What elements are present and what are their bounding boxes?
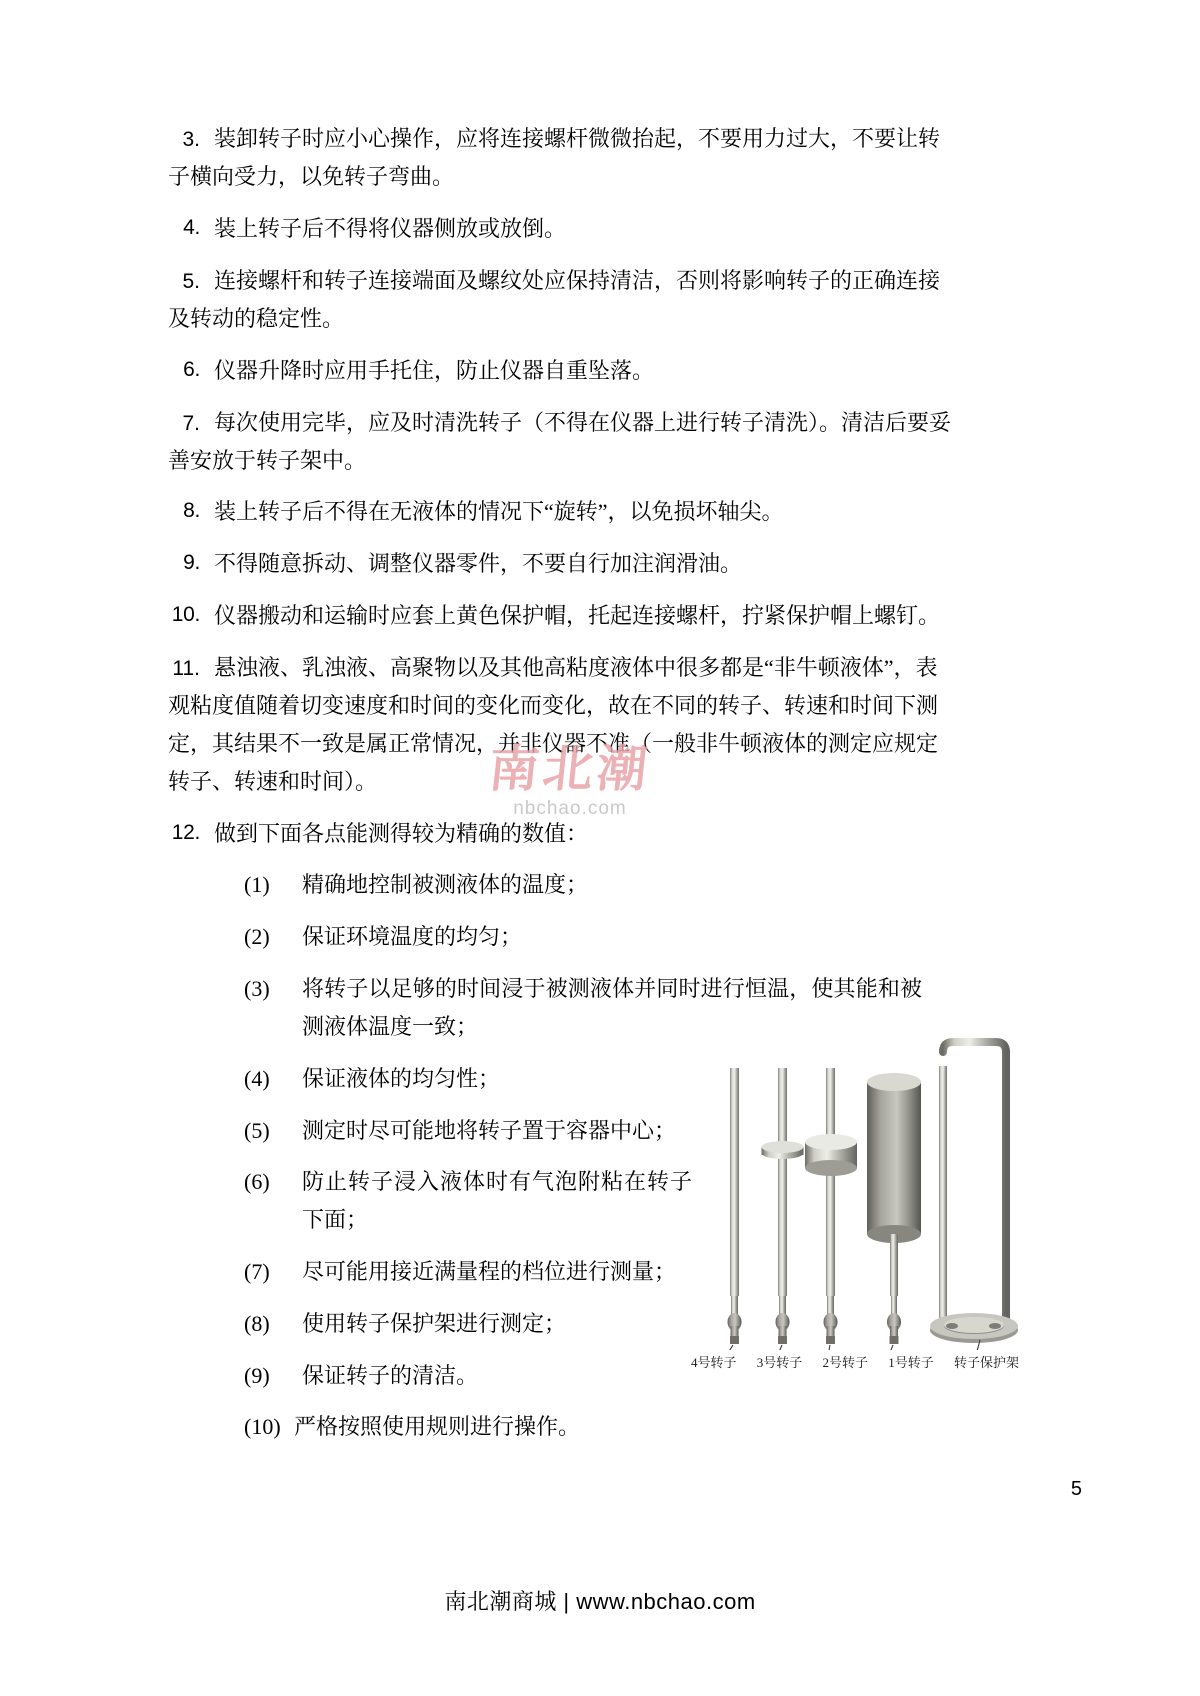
sub-list-item-number: (7) [244,1259,270,1284]
sub-list-item-number: (1) [244,872,270,898]
rotor-1 [867,1073,921,1344]
list-item [168,210,958,248]
sub-list-item-text: 将转子以足够的时间浸于被测液体并同时进行恒温，使其能和被测液体温度一致； [302,976,922,1039]
sub-list-item-text: 尽可能用接近满量程的档位进行测量； [302,1259,677,1284]
figure-label-rotor-2: 2号转子 [822,1355,868,1370]
list-item [168,120,958,196]
sub-list-item-number: (5) [244,1117,270,1143]
list-item-number: 3. [182,128,200,151]
sub-list-item-number: (6) [244,1169,270,1195]
sub-list-item-number: (2) [244,924,270,950]
list-item-number: 4. [183,215,200,239]
list-item-text: 悬浊液、乳浊液、高聚物以及其他高粘度液体中很多都是“非牛顿液体”，表观粘度值随着切变速度和时间的变化而变化，故在不同的转子、转速和时间下测定，其结果不一致是属正常情况，并非仪器不准（一般非牛顿液体的测定应规定转子、转速和时间）。 [168,654,939,794]
list-item-number: 10. [171,603,200,627]
list-item-text: 做到下面各点能测得较为精确的数值： [214,820,589,846]
page-number: 5 [1070,1478,1082,1500]
rotor-2 [805,1068,857,1344]
sub-list-item-text: 精确地控制被测液体的温度； [302,872,589,898]
sub-list-item-number: (4) [244,1065,270,1091]
list-item [168,815,958,853]
list-item-text: 仪器升降时应用手托住，防止仪器自重坠落。 [214,357,655,383]
sub-list-item-number: (3) [244,976,270,1002]
sub-list-item-text: 保证环境温度的均匀； [302,924,523,950]
list-item [168,404,958,480]
sub-list-item-number: (10) [244,1414,281,1440]
list-item-number: 8. [183,499,200,523]
page-footer: 南北潮商城 | www.nbchao.com [444,1589,756,1614]
figure-label-rotor-4: 4号转子 [691,1355,737,1370]
rotor-set-figure [690,1030,1020,1450]
list-item-number: 12. [171,820,200,844]
sub-list-item-text: 保证液体的均匀性； [302,1065,501,1091]
rotor-illustration [690,1030,1020,1350]
watermark-brand-text: 南北潮 [486,741,654,797]
list-item [168,262,958,338]
list-item [168,649,958,801]
sub-list-item-text: 测定时尽可能地将转子置于容器中心； [302,1117,677,1143]
list-item-text: 装上转子后不得在无液体的情况下“旋转”，以免损坏轴尖。 [214,499,784,525]
list-item [168,545,958,583]
sub-list-item-text: 使用转子保护架进行测定； [302,1310,567,1336]
list-item-number: 9. [183,551,200,575]
list-item-number: 7. [182,411,200,435]
list-item [168,493,958,531]
figure-label-rotor-3: 3号转子 [756,1355,803,1370]
caption-leader-lines [712,1340,980,1350]
rotor-4 [728,1068,742,1344]
sub-list-item [168,918,958,956]
figure-label-rotor-1: 1号转子 [888,1355,934,1370]
sub-list-item [168,866,958,904]
sub-list-item-text: 防止转子浸入液体时有气泡附粘在转子下面； [302,1169,692,1233]
list-item [168,597,958,635]
list-item-text: 每次使用完毕，应及时清洗转子（不得在仪器上进行转子清洗）。清洁后要妥善安放于转子架中。 [168,409,952,473]
rotor-3 [762,1068,804,1344]
figure-label-protection-frame: 转子保护架 [953,1355,1019,1370]
sub-list-item-text: 保证转子的清洁。 [302,1362,479,1388]
figure-caption [690,1352,1020,1371]
list-item-number: 6. [183,357,200,381]
list-item-text: 装卸转子时应小心操作，应将连接螺杆微微抬起，不要用力过大，不要让转子横向受力，以免转子弯曲。 [168,126,941,190]
list-item-text: 不得随意拆动、调整仪器零件，不要自行加注润滑油。 [214,551,743,577]
list-item-number: 11. [172,656,200,680]
list-item-text: 连接螺杆和转子连接端面及螺纹处应保持清洁，否则将影响转子的正确连接及转动的稳定性。 [168,267,941,331]
list-item-text: 装上转子后不得将仪器侧放或放倒。 [214,215,567,241]
sub-list-item-number: (8) [244,1310,270,1336]
watermark-url-text: nbchao.com [513,798,627,819]
list-item [168,352,958,390]
sub-list-item-number: (9) [244,1362,270,1388]
rotor-protection-frame [930,1042,1018,1343]
sub-list-item-text: 严格按照使用规则进行操作。 [294,1414,581,1440]
list-item-text: 仪器搬动和运输时应套上黄色保护帽，托起连接螺杆，拧紧保护帽上螺钉。 [214,603,941,629]
list-item-number: 5. [182,269,200,293]
